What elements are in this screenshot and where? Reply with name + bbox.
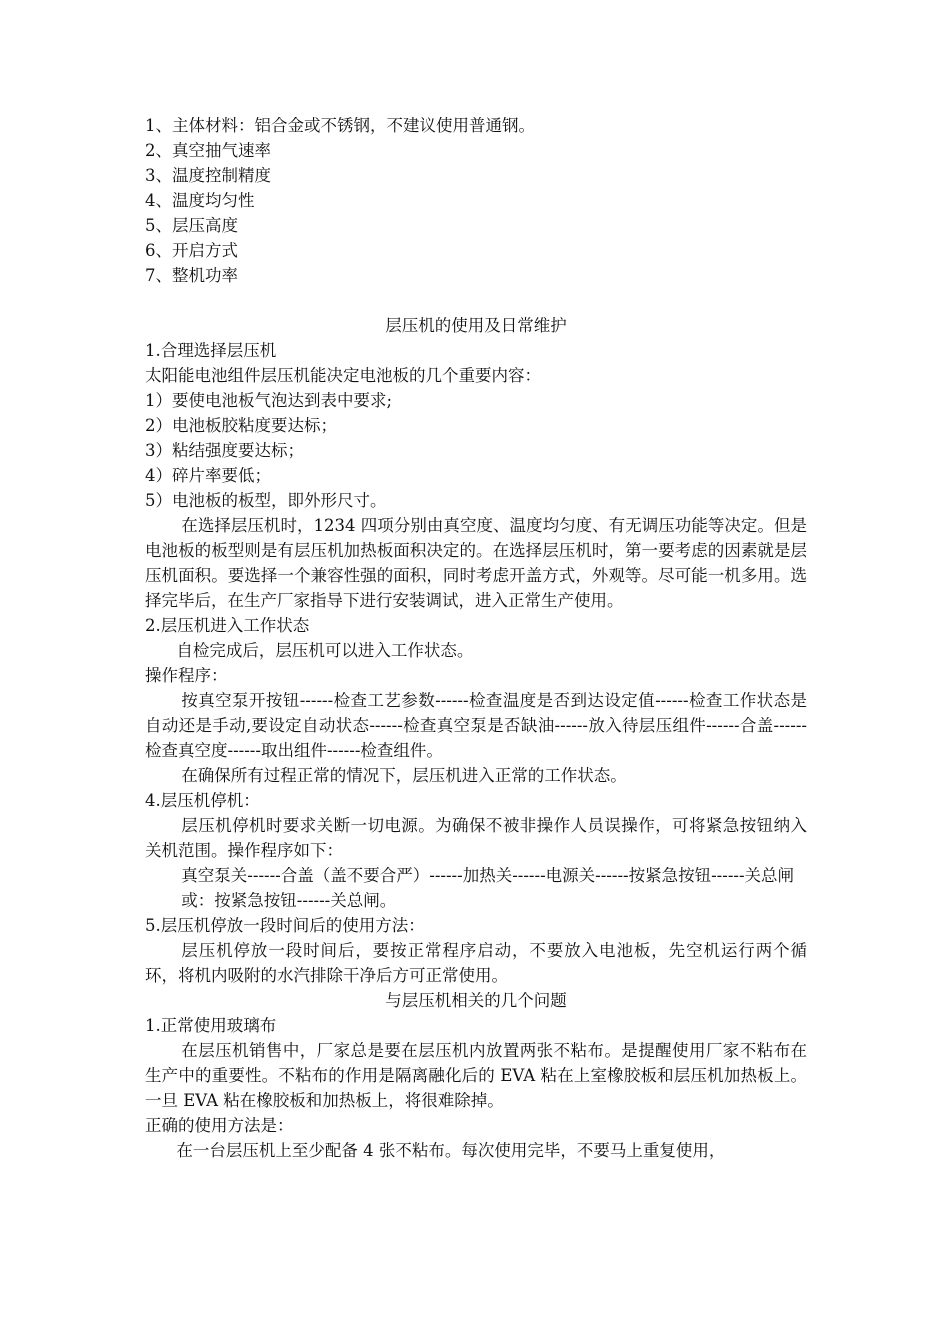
section-heading: 1.正常使用玻璃布 [145,1016,277,1035]
spacer [145,288,807,313]
paragraph: 在确保所有过程正常的情况下，层压机进入正常的工作状态。 [181,766,627,785]
section-heading: 1.合理选择层压机 [145,341,277,360]
section-title: 层压机的使用及日常维护 [385,316,567,335]
spec-item: 3、温度控制精度 [145,166,271,185]
list-item: 3）粘结强度要达标； [145,441,304,460]
paragraph: 在选择层压机时，1234 四项分别由真空度、温度均匀度、有无调压功能等决定。但是电池板的板型则是有层压机加热板面积决定的。在选择层压机时，第一要考虑的因素就是层压机面积。要选择一个兼容性强的面积，同时考虑开盖方式，外观等。尽可能一机多用。选择完毕后，在生产厂家指导下进行安装调试，进入正常生产使用。 [145,516,807,610]
list-item: 2）电池板胶粘度要达标； [145,416,337,435]
list-item: 1）要使电池板气泡达到表中要求; [145,391,393,410]
label: 操作程序： [145,666,228,685]
document-page [145,113,807,1163]
spec-item: 1、主体材料：铝合金或不锈钢，不建议使用普通钢。 [145,116,535,135]
list-item: 5）电池板的板型，即外形尺寸。 [145,491,387,510]
spec-item: 2、真空抽气速率 [145,141,271,160]
paragraph: 真空泵关------合盖（盖不要合严）------加热关------电源关------按紧急按钮------关总闸 [181,866,795,885]
paragraph: 太阳能电池组件层压机能决定电池板的几个重要内容： [145,366,541,385]
section-title: 与层压机相关的几个问题 [385,991,567,1010]
spec-list [145,113,807,288]
paragraph: 或：按紧急按钮------关总闸。 [181,891,397,910]
section-heading: 2.层压机进入工作状态 [145,616,310,635]
spec-item: 5、层压高度 [145,216,238,235]
spec-item: 4、温度均匀性 [145,191,255,210]
section-heading: 4.层压机停机： [145,791,260,810]
section-heading: 5.层压机停放一段时间后的使用方法： [145,916,425,935]
paragraph: 层压机停放一段时间后，要按正常程序启动，不要放入电池板，先空机运行两个循环，将机内吸附的水汽排除干净后方可正常使用。 [145,941,807,985]
paragraph: 在层压机销售中，厂家总是要在层压机内放置两张不粘布。是提醒使用厂家不粘布在生产中的重要性。不粘布的作用是隔离融化后的 EVA 粘在上室橡胶板和层压机加热板上。一旦 EVA 粘在橡胶板和加热板上，将很难除掉。 [145,1041,807,1110]
spec-item: 6、开启方式 [145,241,238,260]
paragraph: 层压机停机时要求关断一切电源。为确保不被非操作人员误操作，可将紧急按钮纳入关机范围。操作程序如下： [145,816,807,860]
paragraph: 在一台层压机上至少配备 4 张不粘布。每次使用完毕，不要马上重复使用， [176,1141,726,1160]
paragraph: 按真空泵开按钮------检查工艺参数------检查温度是否到达设定值------检查工作状态是自动还是手动,要设定自动状态------检查真空泵是否缺油------放入待层压组件------合盖------检查真空度------取出组件------检查组件。 [145,691,807,760]
list-item: 4）碎片率要低； [145,466,271,485]
label: 正确的使用方法是： [145,1116,294,1135]
paragraph: 自检完成后，层压机可以进入工作状态。 [176,641,474,660]
spec-item: 7、整机功率 [145,266,238,285]
